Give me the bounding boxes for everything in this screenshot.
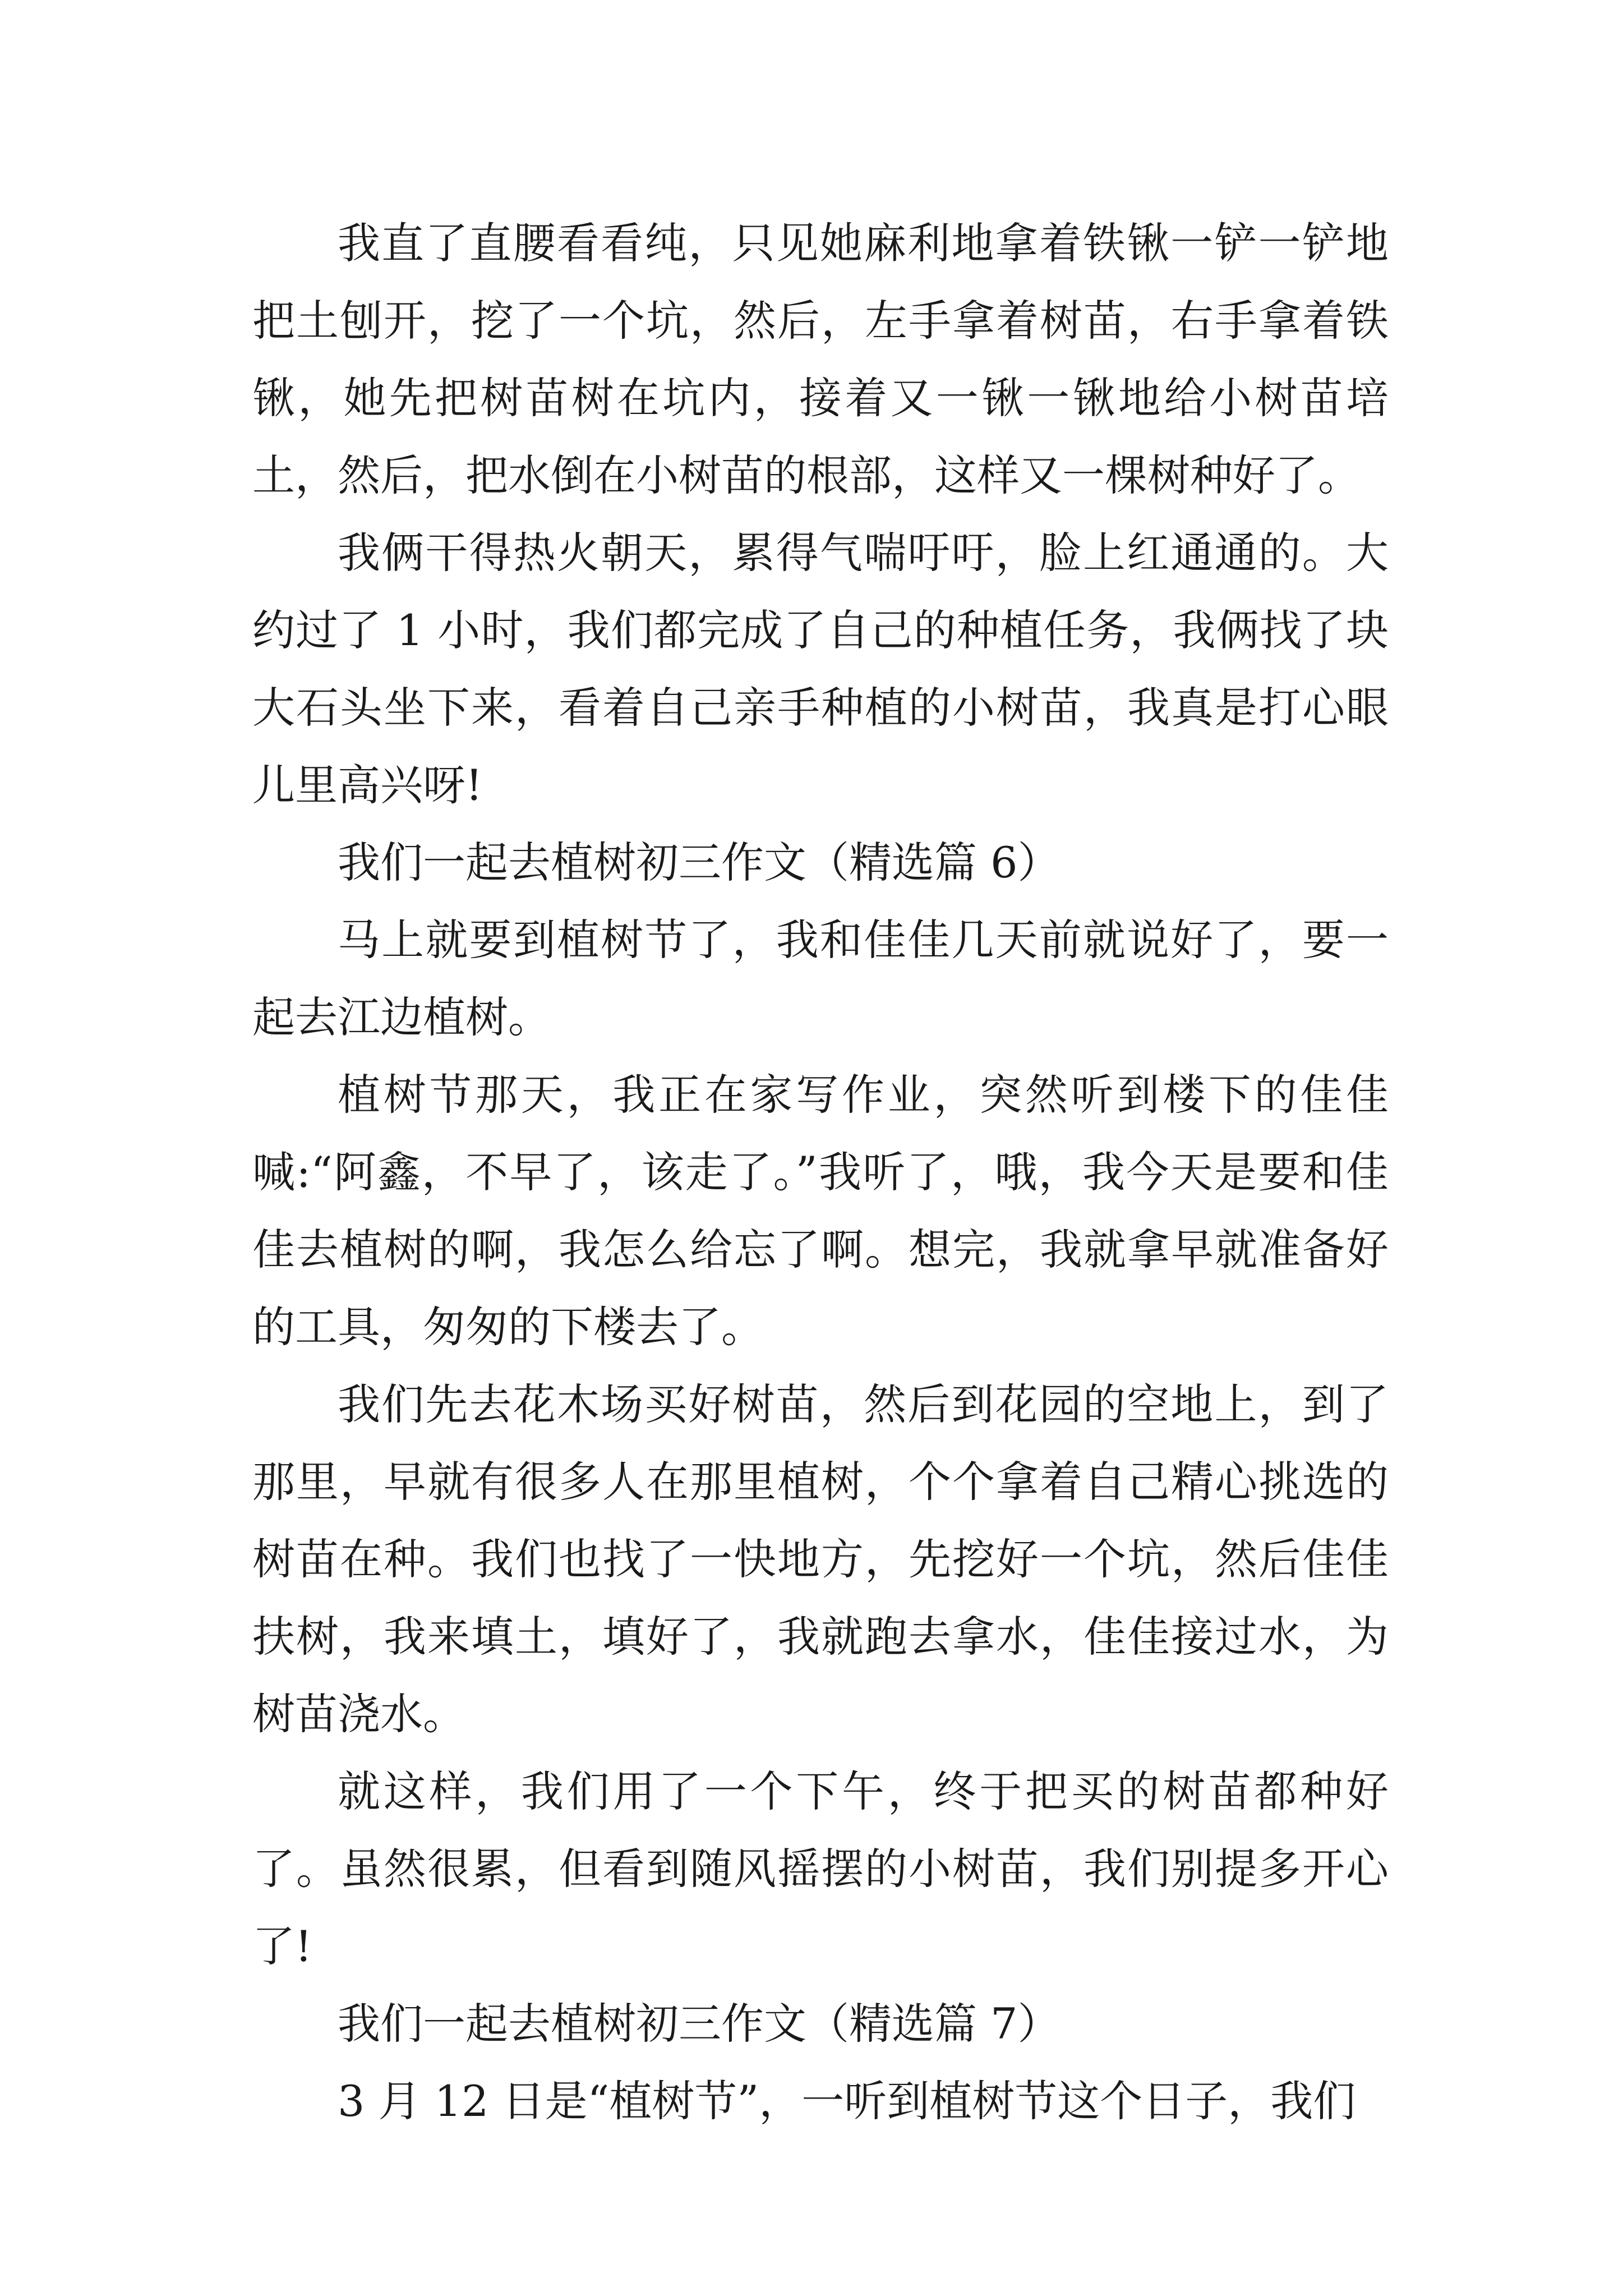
paragraph: 3 月 12 日是“植树节”，一听到植树节这个日子，我们 [338,2076,1356,2126]
paragraph: 我直了直腰看看纯，只见她麻利地拿着铁锹一铲一铲地把土刨开，挖了一个坑，然后，左手拿着树苗，右手拿着铁锹，她先把树苗树在坑内，接着又一锹一锹地给小树苗培土，然后，把水倒在小树苗的根部，这样又一棵树种好了。 [252,218,1389,500]
paragraph: 植树节那天，我正在家写作业，突然听到楼下的佳佳喊:“阿鑫，不早了，该走了。”我听了，哦，我今天是要和佳佳去植树的啊，我怎么给忘了啊。想完，我就拿早就准备好的工具，匆匆的下楼去了。 [252,1070,1389,1352]
paragraph: 我俩干得热火朝天，累得气喘吁吁，脸上红通通的。大约过了 1 小时，我们都完成了自己的种植任务，我俩找了块大石头坐下来，看着自己亲手种植的小树苗，我真是打心眼儿里高兴呀! [252,528,1389,810]
document-body [252,205,1389,2140]
section-heading: 我们一起去植树初三作文（精选篇 6） [338,838,1061,887]
section-heading: 我们一起去植树初三作文（精选篇 7） [338,1999,1061,2049]
paragraph: 我们先去花木场买好树苗，然后到花园的空地上，到了那里，早就有很多人在那里植树，个个拿着自己精心挑选的树苗在种。我们也找了一快地方，先挖好一个坑，然后佳佳扶树，我来填土，填好了，我就跑去拿水，佳佳接过水，为树苗浇水。 [252,1379,1389,1739]
paragraph: 就这样，我们用了一个下午，终于把买的树苗都种好了。虽然很累，但看到随风摇摆的小树苗，我们别提多开心了! [252,1766,1389,1971]
paragraph: 马上就要到植树节了，我和佳佳几天前就说好了，要一起去江边植树。 [252,915,1389,1042]
